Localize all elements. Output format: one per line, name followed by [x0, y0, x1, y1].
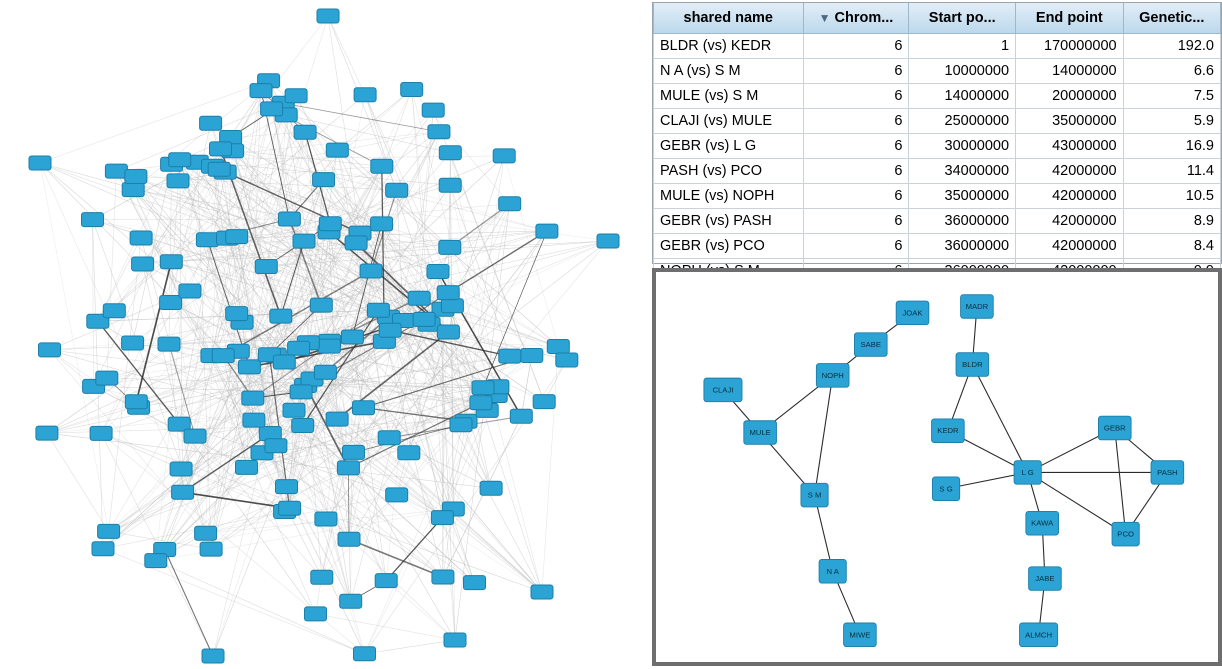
main-network-node[interactable] — [293, 234, 315, 248]
main-network-node[interactable] — [167, 174, 189, 188]
main-network-node[interactable] — [432, 570, 454, 584]
main-network-node[interactable] — [547, 340, 569, 354]
main-network-node[interactable] — [132, 257, 154, 271]
table-cell-chromosome: 6 — [803, 209, 909, 234]
main-network-node[interactable] — [290, 385, 312, 399]
main-network-node[interactable] — [90, 426, 112, 440]
main-network-node[interactable] — [285, 89, 307, 103]
svg-text:S G: S G — [939, 484, 953, 494]
main-network-node[interactable] — [200, 542, 222, 556]
edge-table[interactable] — [653, 3, 1221, 284]
main-network-node[interactable] — [195, 526, 217, 540]
main-network-node[interactable] — [345, 236, 367, 250]
main-network-node[interactable] — [337, 461, 359, 475]
main-network-node[interactable] — [200, 116, 222, 130]
sub-network-edge — [972, 365, 1027, 473]
table-row[interactable] — [654, 109, 1221, 134]
main-network-node[interactable] — [437, 286, 459, 300]
table-body[interactable] — [654, 34, 1221, 284]
sub-network-node-n-a[interactable] — [819, 560, 846, 584]
svg-text:CLAJI: CLAJI — [712, 385, 734, 395]
table-cell-genetic: 16.9 — [1123, 134, 1220, 159]
main-network-edge — [190, 90, 412, 292]
main-network-node[interactable] — [354, 647, 376, 661]
table-header-row — [654, 3, 1221, 34]
table-cell-name: BLDR (vs) KEDR — [654, 34, 804, 59]
main-network-node[interactable] — [250, 84, 272, 98]
table-row[interactable] — [654, 159, 1221, 184]
sub-network-edge — [1115, 428, 1126, 534]
sub-network-node-pco[interactable] — [1112, 522, 1139, 546]
table-row[interactable] — [654, 234, 1221, 259]
table-row[interactable] — [654, 34, 1221, 59]
sub-network-node-mule[interactable] — [744, 421, 777, 445]
main-network-node[interactable] — [212, 349, 234, 363]
main-network-node[interactable] — [125, 170, 147, 184]
main-network-node[interactable] — [408, 291, 430, 305]
svg-text:MADR: MADR — [965, 301, 989, 311]
table-cell-genetic: 11.4 — [1123, 159, 1220, 184]
sub-network-node-s-g[interactable] — [932, 477, 959, 501]
main-network-node[interactable] — [288, 341, 310, 355]
main-network-node[interactable] — [340, 594, 362, 608]
table-cell-genetic: 7.5 — [1123, 84, 1220, 109]
table-cell-end: 42000000 — [1016, 234, 1124, 259]
svg-text:N A: N A — [826, 566, 839, 576]
main-network-node[interactable] — [353, 401, 375, 415]
main-network-node[interactable] — [398, 446, 420, 460]
table-row[interactable] — [654, 59, 1221, 84]
main-network-edge — [93, 219, 290, 220]
main-network-node[interactable] — [305, 607, 327, 621]
table-cell-chromosome: 6 — [803, 134, 909, 159]
main-network-node[interactable] — [122, 183, 144, 197]
table-cell-start: 34000000 — [909, 159, 1016, 184]
main-network-node[interactable] — [103, 304, 125, 318]
table-row[interactable] — [654, 134, 1221, 159]
main-network-node[interactable] — [145, 554, 167, 568]
table-cell-name: GEBR (vs) PASH — [654, 209, 804, 234]
main-network-edge — [542, 347, 558, 593]
main-network-edge — [386, 581, 455, 640]
sub-network-node-noph[interactable] — [816, 364, 849, 388]
table-cell-name: MULE (vs) NOPH — [654, 184, 804, 209]
main-network-node[interactable] — [36, 426, 58, 440]
main-network-node[interactable] — [169, 153, 191, 167]
svg-text:GEBR: GEBR — [1103, 423, 1126, 433]
svg-text:PASH: PASH — [1157, 467, 1178, 477]
main-network-node[interactable] — [431, 511, 453, 525]
table-cell-chromosome: 6 — [803, 159, 909, 184]
main-network-node[interactable] — [314, 365, 336, 379]
main-network-node[interactable] — [236, 460, 258, 474]
main-network-node[interactable] — [160, 296, 182, 310]
main-network-node[interactable] — [160, 255, 182, 269]
main-network-node[interactable] — [521, 349, 543, 363]
table-cell-end: 170000000 — [1016, 34, 1124, 59]
main-network-node[interactable] — [273, 355, 295, 369]
svg-text:KEDR: KEDR — [937, 426, 959, 436]
sub-network-node-bldr[interactable] — [956, 353, 989, 377]
main-network-node[interactable] — [439, 178, 461, 192]
main-network-node[interactable] — [360, 264, 382, 278]
sub-network-node-s-m[interactable] — [801, 483, 828, 507]
main-network-node[interactable] — [313, 173, 335, 187]
svg-text:KAWA: KAWA — [1031, 518, 1054, 528]
main-network-node[interactable] — [270, 309, 292, 323]
main-network-node[interactable] — [196, 233, 218, 247]
table-cell-chromosome: 6 — [803, 34, 909, 59]
filter-icon[interactable]: ▼ — [818, 11, 831, 26]
sub-network-node-jabe[interactable] — [1029, 567, 1062, 591]
main-network-node[interactable] — [255, 260, 277, 274]
table-cell-end: 35000000 — [1016, 109, 1124, 134]
column-header-chromosome[interactable] — [803, 3, 909, 34]
table-cell-chromosome: 6 — [803, 84, 909, 109]
svg-text:ALMCH: ALMCH — [1025, 630, 1053, 640]
main-network-node[interactable] — [261, 102, 283, 116]
table-cell-start: 1 — [909, 34, 1016, 59]
main-network-node[interactable] — [343, 445, 365, 459]
main-network-node[interactable] — [386, 183, 408, 197]
main-network-node[interactable] — [279, 501, 301, 515]
main-network-edge — [213, 392, 301, 656]
main-network-node[interactable] — [354, 88, 376, 102]
main-network-node[interactable] — [338, 532, 360, 546]
svg-text:MIWE: MIWE — [849, 630, 871, 640]
table-cell-start: 25000000 — [909, 109, 1016, 134]
main-network-node[interactable] — [386, 488, 408, 502]
main-network-node[interactable] — [158, 337, 180, 351]
main-network-node[interactable] — [208, 162, 230, 176]
main-network-node[interactable] — [439, 146, 461, 160]
main-network-node[interactable] — [122, 336, 144, 350]
table-cell-end: 20000000 — [1016, 84, 1124, 109]
table-cell-chromosome: 6 — [803, 59, 909, 84]
main-network-node[interactable] — [341, 330, 363, 344]
main-network-node[interactable] — [39, 343, 61, 357]
main-network-node[interactable] — [278, 212, 300, 226]
table-cell-genetic: 8.9 — [1123, 209, 1220, 234]
table-cell-name: CLAJI (vs) MULE — [654, 109, 804, 134]
sub-network-node-pash[interactable] — [1151, 461, 1184, 485]
main-network-node[interactable] — [413, 312, 435, 326]
table-cell-end: 42000000 — [1016, 184, 1124, 209]
column-header-shared-name[interactable] — [654, 3, 804, 34]
svg-text:MULE: MULE — [749, 428, 771, 438]
column-header-end-point-label: End point — [1035, 10, 1103, 26]
main-network-node[interactable] — [439, 240, 461, 254]
main-network-node[interactable] — [441, 299, 463, 313]
main-network-node[interactable] — [172, 485, 194, 499]
svg-text:BLDR: BLDR — [962, 359, 983, 369]
main-network-node[interactable] — [130, 231, 152, 245]
table-cell-name: MULE (vs) S M — [654, 84, 804, 109]
main-network-edge — [348, 468, 349, 539]
main-network-node[interactable] — [311, 570, 333, 584]
table-cell-start: 35000000 — [909, 184, 1016, 209]
table-cell-end: 42000000 — [1016, 159, 1124, 184]
column-header-start-point[interactable] — [909, 3, 1016, 34]
main-network-node[interactable] — [499, 349, 521, 363]
main-network-node[interactable] — [597, 234, 619, 248]
main-network-node[interactable] — [242, 391, 264, 405]
table-cell-genetic: 6.6 — [1123, 59, 1220, 84]
main-network-node[interactable] — [315, 512, 337, 526]
main-network-node[interactable] — [29, 156, 51, 170]
table-cell-start: 36000000 — [909, 209, 1016, 234]
table-cell-end: 42000000 — [1016, 209, 1124, 234]
main-network-node[interactable] — [371, 217, 393, 231]
main-network-node[interactable] — [226, 230, 248, 244]
table-cell-name: GEBR (vs) L G — [654, 134, 804, 159]
table-cell-chromosome: 6 — [803, 109, 909, 134]
main-network-node[interactable] — [294, 125, 316, 139]
main-network-node[interactable] — [317, 9, 339, 23]
svg-text:L G: L G — [1021, 467, 1034, 477]
table-cell-name: GEBR (vs) PCO — [654, 234, 804, 259]
main-network-node[interactable] — [379, 323, 401, 337]
main-network-node[interactable] — [428, 125, 450, 139]
main-network-node[interactable] — [326, 412, 348, 426]
main-network-node[interactable] — [499, 197, 521, 211]
sub-network-edge — [815, 375, 833, 495]
main-network-node[interactable] — [179, 284, 201, 298]
svg-text:S M: S M — [807, 490, 822, 500]
svg-text:JABE: JABE — [1035, 574, 1055, 584]
table-cell-genetic: 10.5 — [1123, 184, 1220, 209]
main-network-node[interactable] — [536, 224, 558, 238]
main-network-node[interactable] — [493, 149, 515, 163]
column-header-genetic-label: Genetic... — [1139, 10, 1205, 26]
table-cell-end: 14000000 — [1016, 59, 1124, 84]
main-network-node[interactable] — [450, 418, 472, 432]
column-header-shared-name-label: shared name — [683, 10, 773, 26]
svg-text:NOPH: NOPH — [821, 370, 844, 380]
main-network-node[interactable] — [276, 480, 298, 494]
main-network-node[interactable] — [226, 307, 248, 321]
main-network-node[interactable] — [98, 524, 120, 538]
main-network-node[interactable] — [125, 395, 147, 409]
main-network-node[interactable] — [310, 298, 332, 312]
main-network-node[interactable] — [202, 649, 224, 663]
table-cell-name: PASH (vs) PCO — [654, 159, 804, 184]
main-network-node[interactable] — [556, 353, 578, 367]
main-network-node[interactable] — [367, 303, 389, 317]
table-cell-start: 14000000 — [909, 84, 1016, 109]
main-network-node[interactable] — [184, 429, 206, 443]
svg-text:PCO: PCO — [1117, 529, 1134, 539]
table-cell-genetic: 8.4 — [1123, 234, 1220, 259]
table-cell-chromosome: 6 — [803, 234, 909, 259]
main-network-node[interactable] — [319, 217, 341, 231]
main-network-node[interactable] — [437, 325, 459, 339]
main-network-node[interactable] — [375, 574, 397, 588]
table-cell-chromosome: 6 — [803, 184, 909, 209]
table-cell-end: 43000000 — [1016, 134, 1124, 159]
main-network-node[interactable] — [470, 396, 492, 410]
sub-network-canvas[interactable] — [656, 272, 1218, 662]
right-column — [648, 0, 1222, 669]
sub-network-node-miwe[interactable] — [844, 623, 877, 647]
main-network-node[interactable] — [531, 585, 553, 599]
column-header-start-point-label: Start po... — [928, 10, 996, 26]
table-row[interactable] — [654, 209, 1221, 234]
sub-network-node-gebr[interactable] — [1098, 416, 1131, 440]
sub-network-node-kawa[interactable] — [1026, 511, 1059, 535]
svg-text:SABE: SABE — [860, 340, 882, 350]
sub-network-node-claji[interactable] — [704, 378, 742, 402]
main-network-node[interactable] — [472, 381, 494, 395]
column-header-end-point[interactable] — [1016, 3, 1124, 34]
main-network-edge — [165, 550, 213, 657]
main-network-node[interactable] — [422, 103, 444, 117]
main-network-node[interactable] — [401, 83, 423, 97]
table-row[interactable] — [654, 184, 1221, 209]
main-network-node[interactable] — [82, 213, 104, 227]
sub-network-node-madr[interactable] — [961, 295, 994, 319]
main-network-node[interactable] — [326, 143, 348, 157]
edge-table-panel[interactable] — [652, 2, 1222, 264]
main-network-node[interactable] — [480, 481, 502, 495]
main-network-node[interactable] — [105, 164, 127, 178]
main-network-node[interactable] — [378, 431, 400, 445]
main-network-node[interactable] — [510, 409, 532, 423]
table-cell-start: 36000000 — [909, 234, 1016, 259]
main-network-node[interactable] — [210, 142, 232, 156]
sub-network-edges — [723, 306, 1167, 634]
main-network-node[interactable] — [371, 159, 393, 173]
column-header-chromosome-label: Chrom... — [834, 10, 894, 26]
main-network-node[interactable] — [265, 439, 287, 453]
main-network-node[interactable] — [444, 633, 466, 647]
table-cell-start: 30000000 — [909, 134, 1016, 159]
main-network-node[interactable] — [318, 339, 340, 353]
main-network-edge — [94, 386, 302, 392]
sub-network-node-sabe[interactable] — [854, 333, 887, 357]
sub-network-node-almch[interactable] — [1020, 623, 1058, 647]
main-network-edge — [316, 614, 456, 640]
sub-network-node-kedr[interactable] — [932, 419, 965, 443]
main-network-node[interactable] — [243, 413, 265, 427]
main-network-node[interactable] — [96, 371, 118, 385]
main-network-node[interactable] — [238, 360, 260, 374]
sub-network-nodes[interactable] — [704, 295, 1184, 647]
main-network-node[interactable] — [427, 265, 449, 279]
main-network-node[interactable] — [170, 462, 192, 476]
sub-network-node-l-g[interactable] — [1014, 461, 1041, 485]
sub-network-panel[interactable] — [652, 268, 1222, 666]
main-network-edge — [103, 549, 365, 654]
table-cell-genetic: 192.0 — [1123, 34, 1220, 59]
table-cell-start: 10000000 — [909, 59, 1016, 84]
sub-network-node-joak[interactable] — [896, 301, 929, 325]
main-network-node[interactable] — [533, 395, 555, 409]
main-network-node[interactable] — [92, 542, 114, 556]
main-network-edge — [365, 640, 456, 654]
main-network-node[interactable] — [464, 576, 486, 590]
svg-text:JOAK: JOAK — [902, 308, 923, 318]
table-row[interactable] — [654, 84, 1221, 109]
main-network-node[interactable] — [283, 403, 305, 417]
column-header-genetic[interactable] — [1123, 3, 1220, 34]
main-network-edge — [40, 163, 558, 347]
main-network-node[interactable] — [292, 419, 314, 433]
table-cell-genetic: 5.9 — [1123, 109, 1220, 134]
table-cell-name: N A (vs) S M — [654, 59, 804, 84]
